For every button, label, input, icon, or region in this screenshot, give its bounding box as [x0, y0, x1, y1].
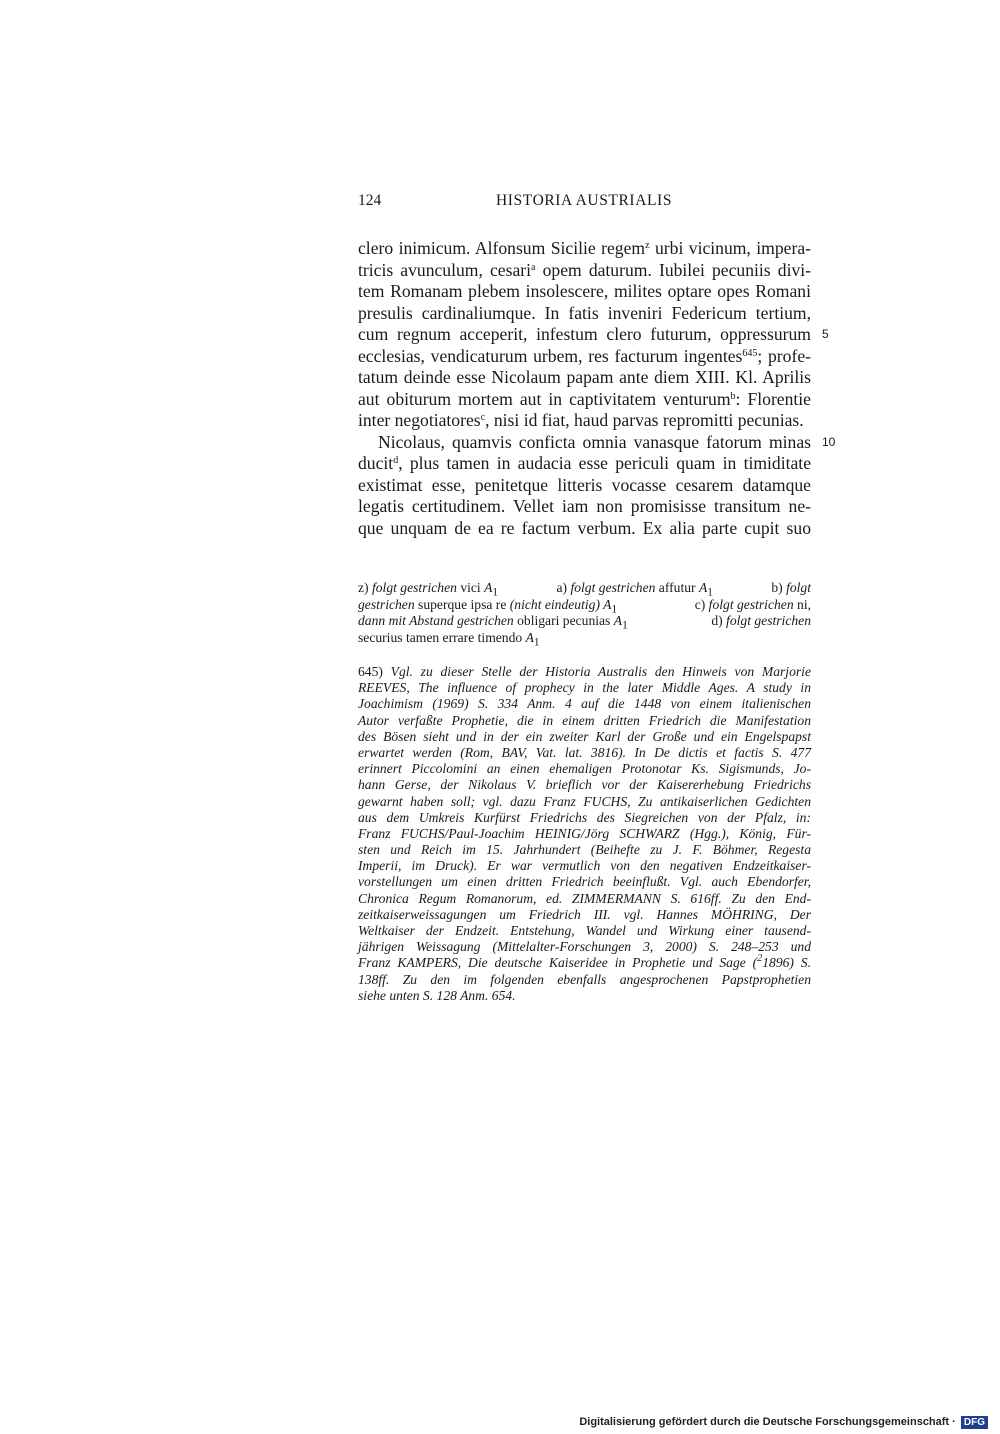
dfg-logo: DFG: [961, 1416, 988, 1429]
critical-apparatus: [358, 580, 811, 649]
running-title: HISTORIA AUSTRIALIS: [496, 192, 673, 209]
footnote-reference: 645: [742, 347, 758, 359]
dfg-text: Digitalisierung gefördert durch die Deutsche Forschungsgemeinschaft ·: [579, 1416, 956, 1428]
text-line: clero inimicum. Alfonsum Sicilie regem$^z$ urbi vicinum, impera-: [358, 238, 811, 258]
line-number: 5: [822, 327, 829, 341]
footnote-line: gewarnt haben soll; vgl. dazu Franz FUCHS, Zu antikaiserlichen Gedichten: [358, 793, 811, 809]
footnote-line: aus dem Umkreis Kurfürst Friedrichs des Siegreichen von der Pfalz, in:: [358, 809, 811, 825]
text-line: ducit$^d$, plus tamen in audacia esse periculi quam in timiditate: [358, 453, 811, 473]
text-line: ecclesias, vendicaturum urbem, res facturum ingentes$^{645}$; profe-: [358, 345, 811, 366]
apparatus-line: securius tamen errare timendo $A_1$: [358, 629, 540, 649]
footnote-line: erinnert Piccolomini an einen ehemaligen Protonotar Ks. Sigismunds, Jo-: [358, 761, 811, 777]
apparatus-line: gestrichen superque ipsa re (nicht eindeutig) $A_1$ c) folgt gestrichen ni,: [358, 596, 811, 616]
footnote-line: Weltkaiser der Endzeit. Entstehung, Wandel und Wirkung einer tausend-: [358, 923, 811, 938]
footnote-645: [358, 664, 811, 1004]
dfg-funding-notice: [579, 1416, 988, 1429]
page-number: 124: [358, 192, 382, 209]
line-number: 10: [822, 434, 836, 449]
footnote-line: 138ff. Zu den im folgenden ebenfalls angesprochenen Papstprophetien: [358, 971, 811, 987]
footnote-line: hann Gerse, der Nikolaus V. brieflich vor der Kaisererhebung Friedrichs: [358, 777, 811, 793]
footnote-number: 645): [358, 664, 391, 679]
footnote-line: Imperii, im Druck). Er war vermutlich von den negativen Endzeitkaiser-: [358, 858, 811, 874]
footnote-line: Franz KAMPERS, Die deutsche Kaiseridee in Prophetie und Sage ($^2$1896) S.: [358, 953, 811, 971]
text-line: presulis cardinaliumque. In fatis inveniri Federicum tertium,: [358, 302, 811, 323]
text-line: tem Romanam plebem insolescere, milites optare opes Romani: [358, 281, 811, 301]
footnote-line: des Bösen sieht und in der ein zweiter Karl der Große und ein Engelspapst: [358, 728, 811, 744]
footnote-line: vorstellungen um einen dritten Friedrich beeinflußt. Vgl. auch Ebendorfer,: [358, 874, 811, 890]
text-line: que unquam de ea re factum verbum. Ex alia parte cupit suo: [358, 517, 811, 538]
footnote-line: Autor verfaßte Prophetie, die in einem dritten Friedrich die Manifestation: [358, 712, 811, 728]
text-line: tricis avunculum, cesari$^a$ opem daturum. Iubilei pecuniis divi-: [358, 259, 811, 280]
footnote-line: Franz FUCHS/Paul-Joachim HEINIG/Jörg SCHWARZ (Hgg.), König, Für-: [358, 825, 811, 841]
footnote-line: sten und Reich im 15. Jahrhundert (Beihefte zu J. F. Böhmer, Regesta: [358, 842, 811, 858]
text-line: inter negotiatores$^c$, nisi id fiat, haud parvas repromitti pecunias.: [358, 410, 804, 430]
footnote-line: siehe unten S. 128 Anm. 654.: [358, 987, 516, 1003]
footnote-line: Chronica Regum Romanorum, ed. ZIMMERMANN S. 616ff. Zu den End-: [358, 890, 811, 906]
apparatus-line: dann mit Abstand gestrichen obligari pecunias $A_1$ d) folgt gestrichen: [358, 613, 811, 632]
footnote-line: jährigen Weissagung (Mittelalter-Forschungen 3, 2000) S. 248–253 und: [358, 939, 811, 955]
text-line: aut obiturum mortem aut in captivitatem venturum$^b$: Florentie: [358, 388, 811, 409]
footnote-line: REEVES, The influence of prophecy in the later Middle Ages. A study in: [358, 680, 811, 696]
footnote-line: zeitkaiserweissagungen um Friedrich III. vgl. Hannes MÖHRING, Der: [358, 906, 811, 922]
footnote-line: 645) Vgl. zu dieser Stelle der Historia Australis den Hinweis von Marjorie: [358, 664, 811, 679]
running-header: [358, 192, 811, 216]
apparatus-line: z) folgt gestrichen vici $A_1$ a) folgt gestrichen affutur $A_1$ b) folgt: [358, 580, 811, 599]
text-line: legatis certitudinem. Vellet iam non promisisse transitum ne-: [358, 496, 811, 516]
footnote-line: erwartet werden (Rom, BAV, Vat. lat. 3816). In De dictis et factis S. 477: [358, 744, 811, 760]
footnote-line: Joachimism (1969) S. 334 Anm. 4 auf die 1448 von einem italienischen: [358, 696, 811, 712]
text-line: Nicolaus, quamvis conficta omnia vanasque fatorum minas 10: [378, 431, 836, 452]
text-line: tatum deinde esse Nicolaum papam ante diem XIII. Kl. Aprilis: [358, 367, 811, 387]
main-text: [358, 238, 836, 539]
text-line: existimat esse, penitetque litteris vocasse cesarem datamque: [358, 474, 811, 495]
text-line: cum regnum acceperit, infestum clero futurum, oppressurum 5: [358, 324, 829, 344]
